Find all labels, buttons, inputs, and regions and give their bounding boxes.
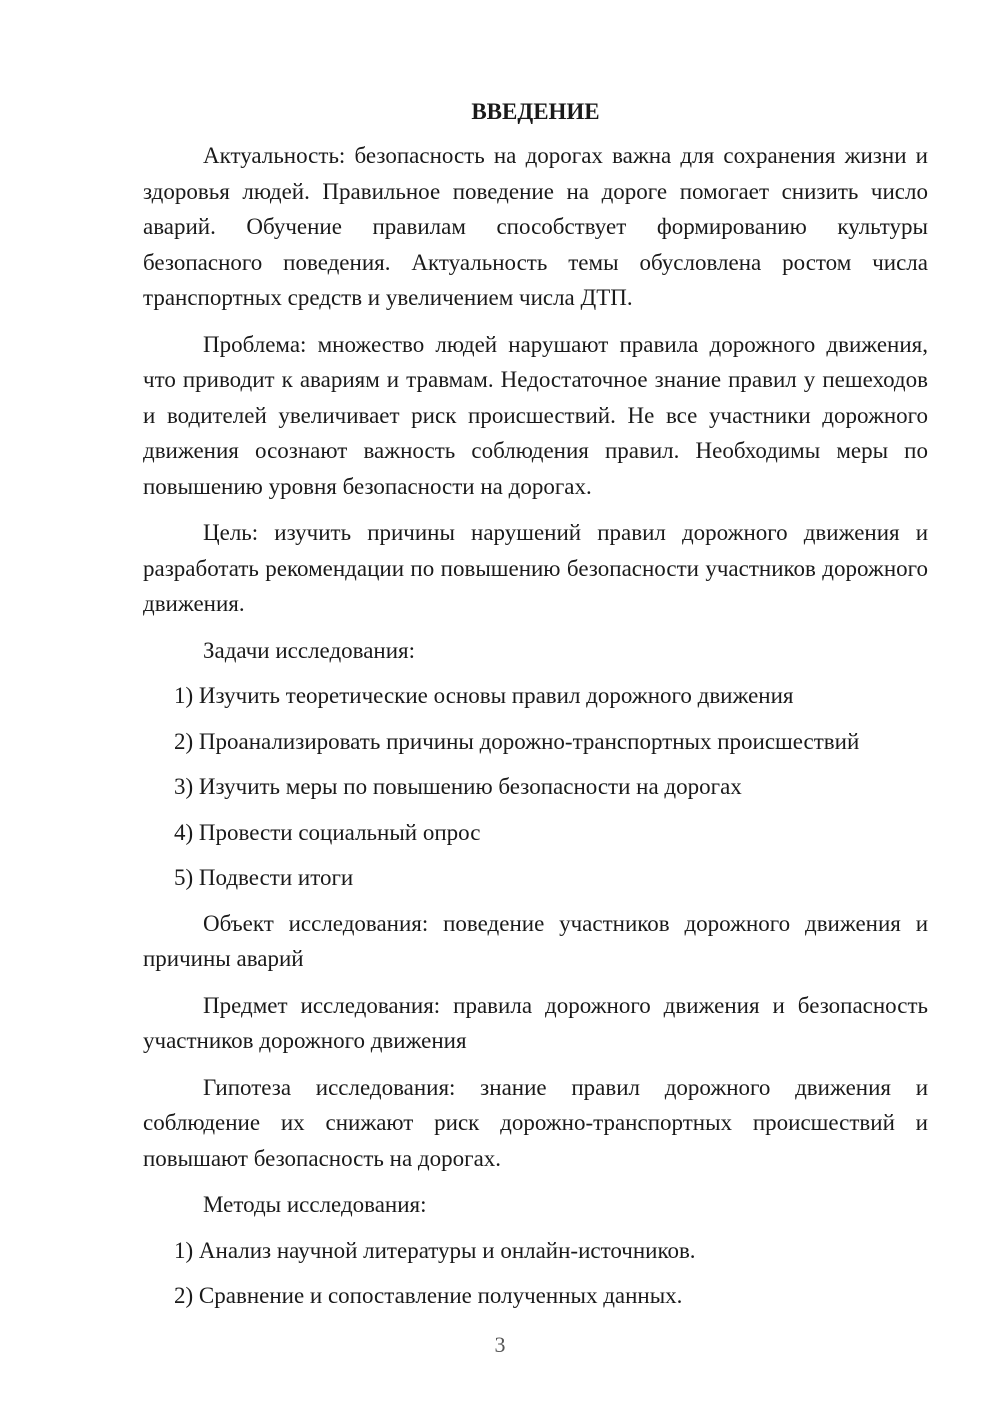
relevance-paragraph: Актуальность: безопасность на дорогах важна для сохранения жизни и здоровья людей. Правильное поведение на дороге помогает снизить число аварий. Обучение правилам способствует формированию культуры безопасного поведения. Актуальность темы обусловлена ростом числа транспортных средств и увеличением числа ДТП.: [143, 143, 928, 310]
task-item: 1) Изучить теоретические основы правил дорожного движения: [174, 683, 794, 708]
document-body: [143, 94, 928, 1324]
object-paragraph: Объект исследования: поведение участников дорожного движения и причины аварий: [143, 910, 928, 971]
page-number: 3: [494, 1332, 506, 1357]
method-item: 2) Сравнение и сопоставление полученных данных.: [174, 1283, 683, 1308]
goal-paragraph: Цель: изучить причины нарушений правил дорожного движения и разработать рекомендации по повышению безопасности участников дорожного движения.: [143, 520, 928, 616]
hypothesis-paragraph: Гипотеза исследования: знание правил дорожного движения и соблюдение их снижают риск дорожно-транспортных происшествий и повышают безопасность на дорогах.: [143, 1074, 928, 1171]
task-item: 4) Провести социальный опрос: [174, 819, 481, 845]
task-item: 3) Изучить меры по повышению безопасности на дорогах: [174, 774, 742, 799]
subject-paragraph: Предмет исследования: правила дорожного движения и безопасность участников дорожного движения: [143, 992, 928, 1053]
page-title: ВВЕДЕНИЕ: [471, 99, 600, 124]
problem-paragraph: Проблема: множество людей нарушают правила дорожного движения, что приводит к авариям и травмам. Недостаточное знание правил у пешеходов и водителей увеличивает риск происшествий. Не все участники дорожного движения осознают важность соблюдения правил. Необходимы меры по повышению уровня безопасности на дорогах.: [143, 331, 928, 499]
methods-heading: Методы исследования:: [203, 1192, 427, 1217]
task-item: 5) Подвести итоги: [174, 865, 354, 890]
tasks-heading: Задачи исследования:: [203, 637, 416, 663]
method-item: 1) Анализ научной литературы и онлайн-источников.: [174, 1237, 696, 1263]
task-item: 2) Проанализировать причины дорожно-транспортных происшествий: [174, 728, 860, 754]
